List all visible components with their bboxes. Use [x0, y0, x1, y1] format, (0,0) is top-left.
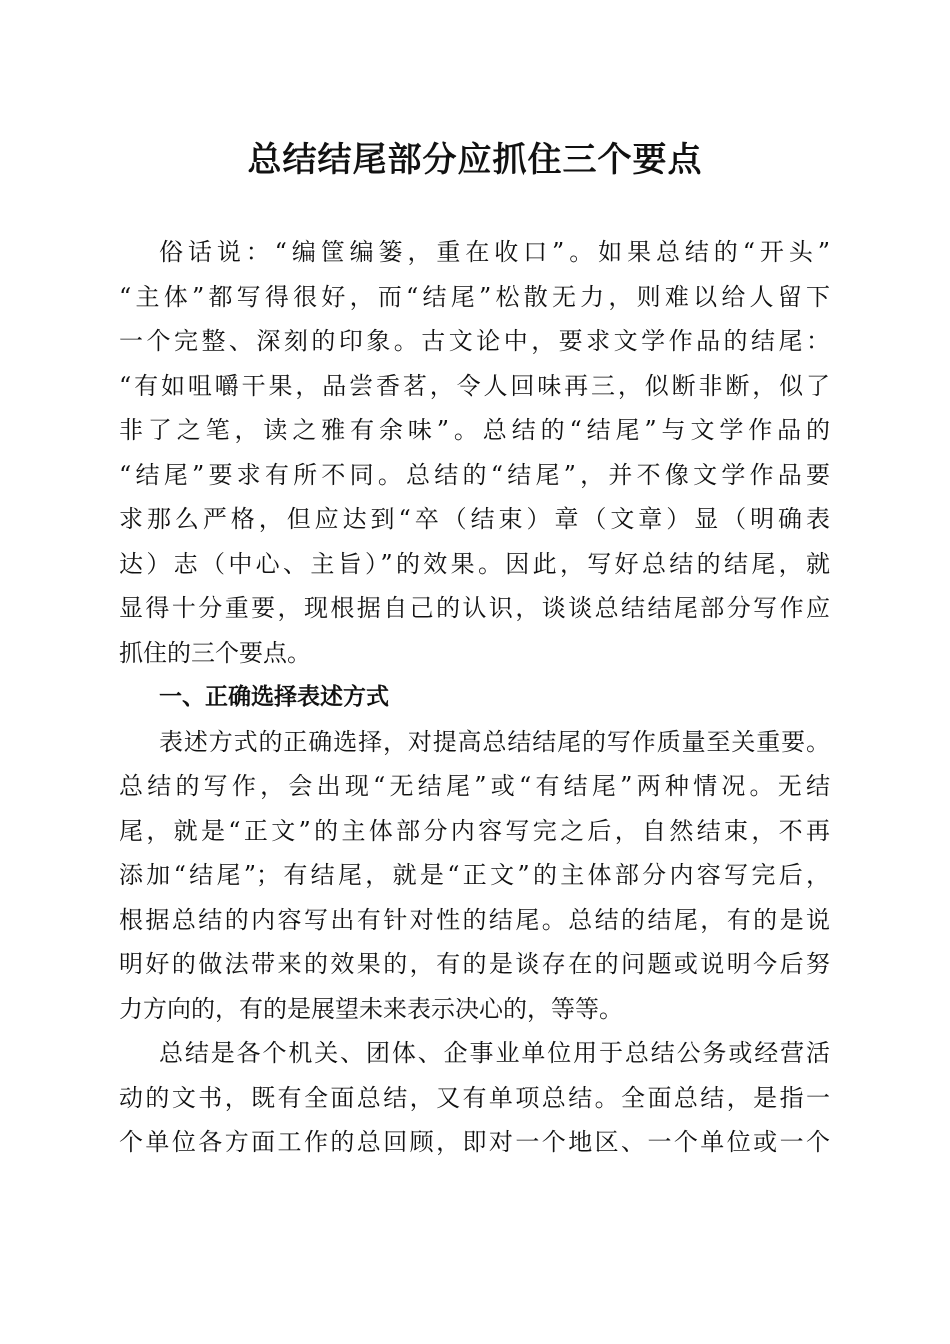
document-title: 总结结尾部分应抓住三个要点 — [247, 140, 703, 180]
paragraph-line: 总结的写作，会出现“无结尾”或“有结尾”两种情况。无结 — [119, 772, 830, 800]
paragraph-line: 添加“结尾”；有结尾，就是“正文”的主体部分内容写完后， — [119, 861, 830, 889]
paragraph-line: 显得十分重要，现根据自己的认识，谈谈总结结尾部分写作应 — [119, 594, 830, 622]
paragraph-line: “有如咀嚼干果，品尝香茗，令人回味再三，似断非断，似了 — [119, 371, 830, 400]
paragraph-line: 非了之笔，读之雅有余味”。总结的“结尾”与文学作品的 — [119, 416, 830, 444]
paragraph-line: 求那么严格，但应达到“卒（结束）章（文章）显（明确表 — [119, 505, 830, 533]
paragraph-line: 总结是各个机关、团体、企事业单位用于总结公务或经营活 — [159, 1039, 830, 1067]
paragraph-line: 根据总结的内容写出有针对性的结尾。总结的结尾，有的是说 — [119, 905, 830, 934]
paragraph-line: 俗话说：“编筐编篓，重在收口”。如果总结的“开头” — [159, 238, 830, 266]
paragraph-line: “结尾”要求有所不同。总结的“结尾”，并不像文学作品要 — [119, 460, 830, 489]
paragraph-line: 表述方式的正确选择，对提高总结结尾的写作质量至关重要。 — [159, 727, 830, 756]
paragraph-line: 个单位各方面工作的总回顾，即对一个地区、一个单位或一个 — [119, 1128, 830, 1156]
paragraph-line: 力方向的，有的是展望未来表示决心的，等等。 — [119, 994, 623, 1023]
paragraph-line: 抓住的三个要点。 — [119, 638, 311, 667]
section-heading: 一、正确选择表述方式 — [159, 684, 389, 710]
paragraph-line: 动的文书，既有全面总结，又有单项总结。全面总结，是指一 — [119, 1083, 830, 1112]
paragraph-line: “主体”都写得很好，而“结尾”松散无力，则难以给人留下 — [119, 282, 830, 311]
paragraph-line: 一个完整、深刻的印象。古文论中，要求文学作品的结尾： — [119, 327, 830, 355]
paragraph-line: 尾，就是“正文”的主体部分内容写完之后，自然结束，不再 — [119, 816, 830, 845]
paragraph-line: 明好的做法带来的效果的，有的是谈存在的问题或说明今后努 — [119, 950, 830, 978]
paragraph-line: 达）志（中心、主旨）”的效果。因此，写好总结的结尾，就 — [119, 549, 830, 578]
document-body — [119, 230, 830, 1165]
